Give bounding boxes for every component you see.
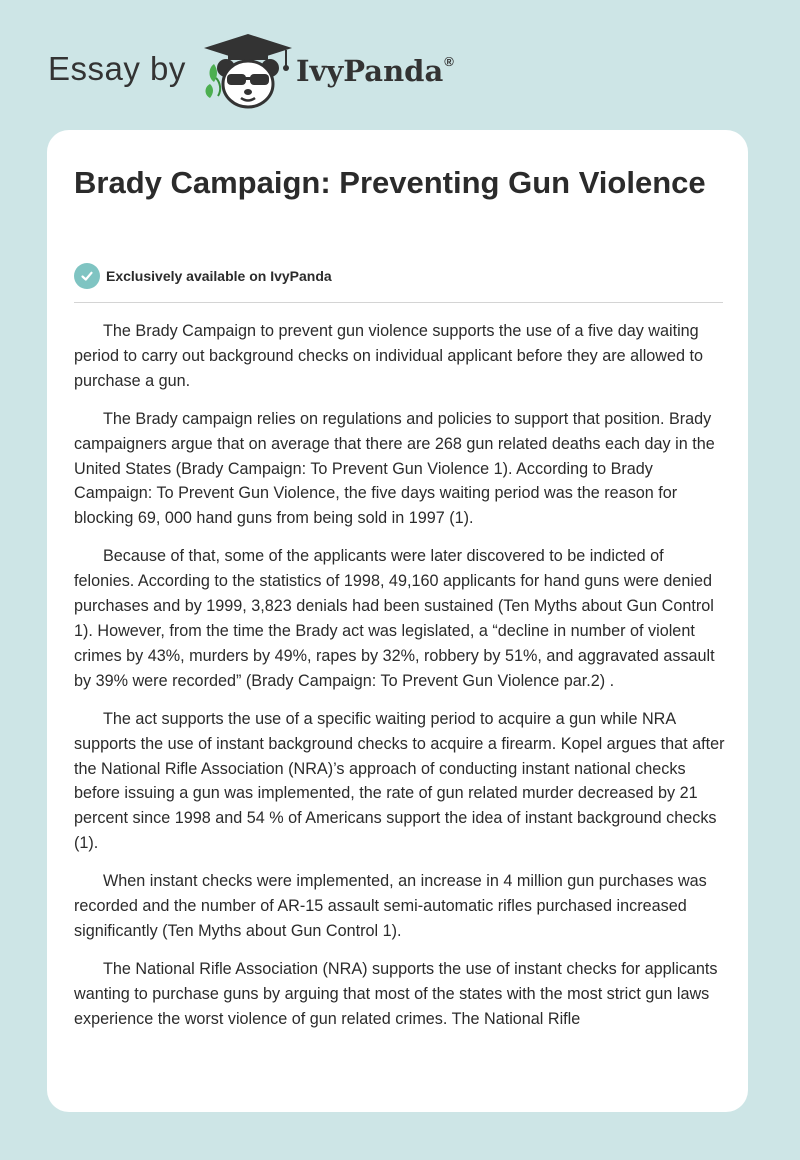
paragraph: The act supports the use of a specific waiting period to acquire a gun while NRA supports the use of instant background checks to acquire a firearm. Kopel argues that after the National Rifle Association (NRA)’s approach of conducting instant national checks before issuing a gun was implemented, the rate of gun related murder decreased by 21 percent since 1998 and 54 % of Americans support the idea of instant background checks (1).: [74, 709, 725, 853]
paragraph: The Brady Campaign to prevent gun violence supports the use of a five day waiting period to carry out background checks on individual applicant before they are allowed to purchase a gun.: [74, 322, 703, 390]
paragraph: The National Rifle Association (NRA) supports the use of instant checks for applicants wanting to purchase guns by arguing that most of the states with the most strict gun laws experience the worst violence of gun related crimes. The National Rifle: [74, 959, 718, 1028]
brand-name-text: IvyPanda: [296, 54, 444, 88]
panda-graduate-icon: [200, 32, 296, 112]
exclusive-badge-text: Exclusively available on IvyPanda: [106, 268, 332, 284]
check-circle-icon: [74, 263, 100, 289]
paragraph: When instant checks were implemented, an increase in 4 million gun purchases was recorded and the number of AR-15 assault semi-automatic rifles purchased increased significantly (Ten Myths about Gun Control 1).: [74, 872, 707, 940]
brand-prefix: Essay by: [48, 50, 186, 87]
essay-card: [47, 130, 748, 1112]
title-divider: [74, 302, 723, 303]
page-title: Brady Campaign: Preventing Gun Violence: [74, 165, 706, 200]
site-header: [48, 32, 508, 112]
paragraph: Because of that, some of the applicants were later discovered to be indicted of felonies. According to the statistics of 1998, 49,160 applicants for hand guns were denied purchases and by 1999, 3,823 denials had been sustained (Ten Myths about Gun Control 1). However, from the time the Brady act was legislated, a “decline in number of violent crimes by 43%, murders by 49%, rapes by 32%, robbery by 51%, and aggravated assault by 39% were recorded” (Brady Campaign: To Prevent Gun Violence par.2) .: [74, 547, 715, 690]
exclusive-badge: [74, 263, 332, 289]
paragraph: The Brady campaign relies on regulations and policies to support that position. Brady campaigners argue that on average that there are 268 gun related deaths each day in the United States (Brady Campaign: To Prevent Gun Violence 1). According to Brady Campaign: To Prevent Gun Violence, the five days waiting period was the reason for blocking 69, 000 hand guns from being sold in 1997 (1).: [74, 409, 715, 528]
essay-body: [74, 319, 725, 1045]
brand-name: [296, 54, 454, 88]
trademark-symbol: ®: [444, 54, 454, 70]
ivypanda-logo[interactable]: [200, 32, 296, 112]
